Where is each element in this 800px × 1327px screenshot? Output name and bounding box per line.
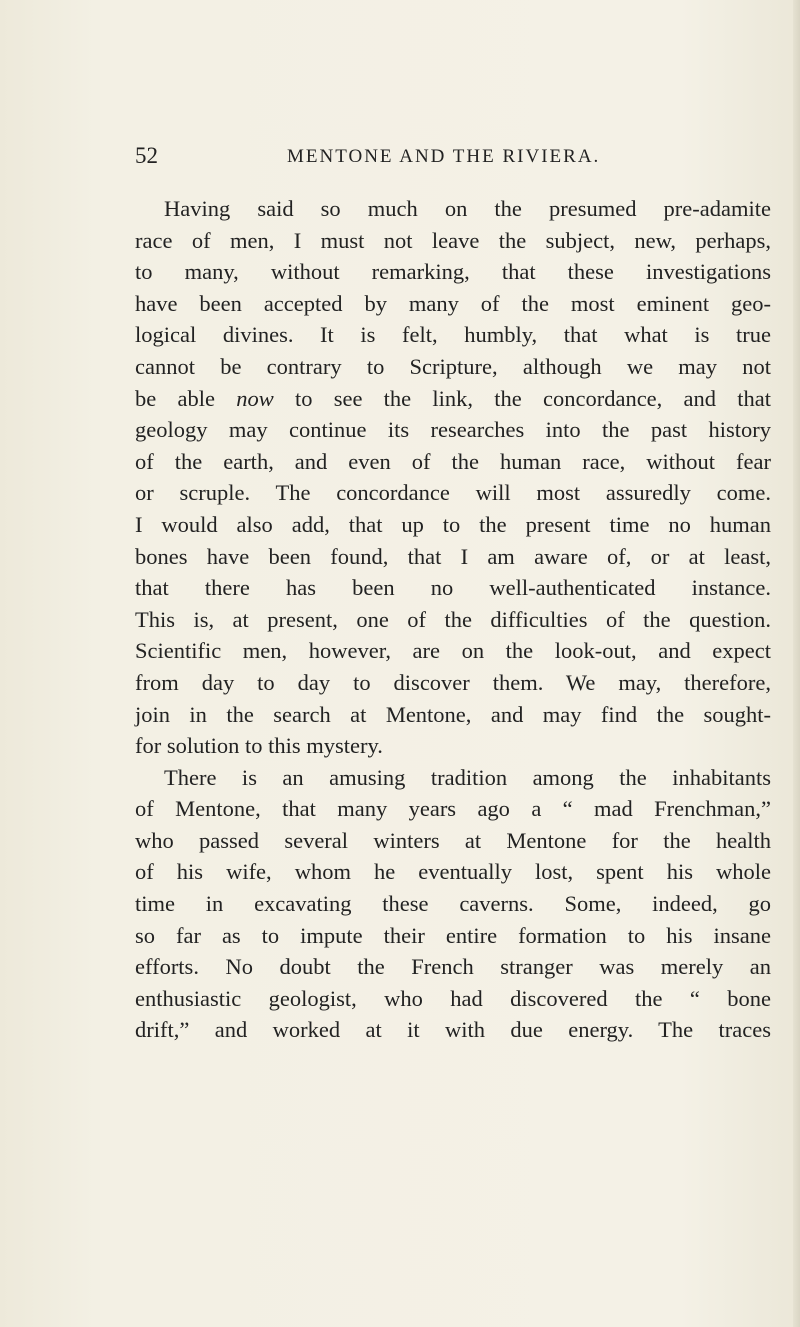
text-line: of his wife, whom he eventually lost, spent his whole	[135, 859, 771, 885]
text-line: geology may continue its researches into the past history	[135, 417, 771, 443]
text-line	[135, 383, 771, 415]
text-line: that there has been no well-authenticated instance.	[135, 575, 771, 601]
running-title: MENTONE AND THE RIVIERA.	[287, 146, 601, 167]
italic-word: now	[236, 385, 274, 411]
text-line: This is, at present, one of the difficulties of the question.	[135, 606, 771, 632]
text-line: I would also add, that up to the present time no human	[135, 511, 771, 537]
paragraph-1	[135, 193, 771, 762]
text-segment: be able	[135, 385, 237, 411]
text-line: There is an amusing tradition among the inhabitants	[164, 764, 771, 790]
text-line: Having said so much on the presumed pre-adamite	[164, 196, 771, 221]
page-edge	[793, 0, 800, 1327]
page-number: 52	[135, 143, 158, 168]
text-line: race of men, I must not leave the subject, new, perhaps,	[135, 227, 771, 253]
text-segment: to see the link, the concordance, and that	[273, 385, 771, 411]
text-line: for solution to this mystery.	[135, 733, 383, 759]
text-line: logical divines. It is felt, humbly, that what is true	[135, 322, 771, 348]
text-line: time in excavating these caverns. Some, indeed, go	[135, 891, 771, 917]
text-line: efforts. No doubt the French stranger was merely an	[135, 954, 771, 980]
text-line: drift,” and worked at it with due energy. The traces	[135, 1017, 771, 1043]
text-line: have been accepted by many of the most eminent geo-	[135, 290, 771, 316]
text-line: cannot be contrary to Scripture, although we may not	[135, 353, 771, 379]
text-line: join in the search at Mentone, and may find the sought-	[135, 701, 771, 727]
text-line: so far as to impute their entire formation to his insane	[135, 922, 771, 948]
text-line: Scientific men, however, are on the look-out, and expect	[135, 638, 771, 664]
running-head	[135, 143, 635, 173]
text-line: of the earth, and even of the human race, without fear	[135, 448, 771, 474]
text-line: of Mentone, that many years ago a “ mad Frenchman,”	[135, 796, 771, 822]
text-line: enthusiastic geologist, who had discovered the “ bone	[135, 985, 771, 1011]
text-line: bones have been found, that I am aware of, or at least,	[135, 543, 771, 569]
text-line: who passed several winters at Mentone for the health	[135, 827, 771, 853]
paragraph-2	[135, 762, 771, 1046]
text-line: from day to day to discover them. We may, therefore,	[135, 669, 771, 695]
text-line: or scruple. The concordance will most assuredly come.	[135, 480, 771, 506]
text-line: to many, without remarking, that these investigations	[135, 259, 771, 285]
body-text	[135, 193, 771, 1046]
